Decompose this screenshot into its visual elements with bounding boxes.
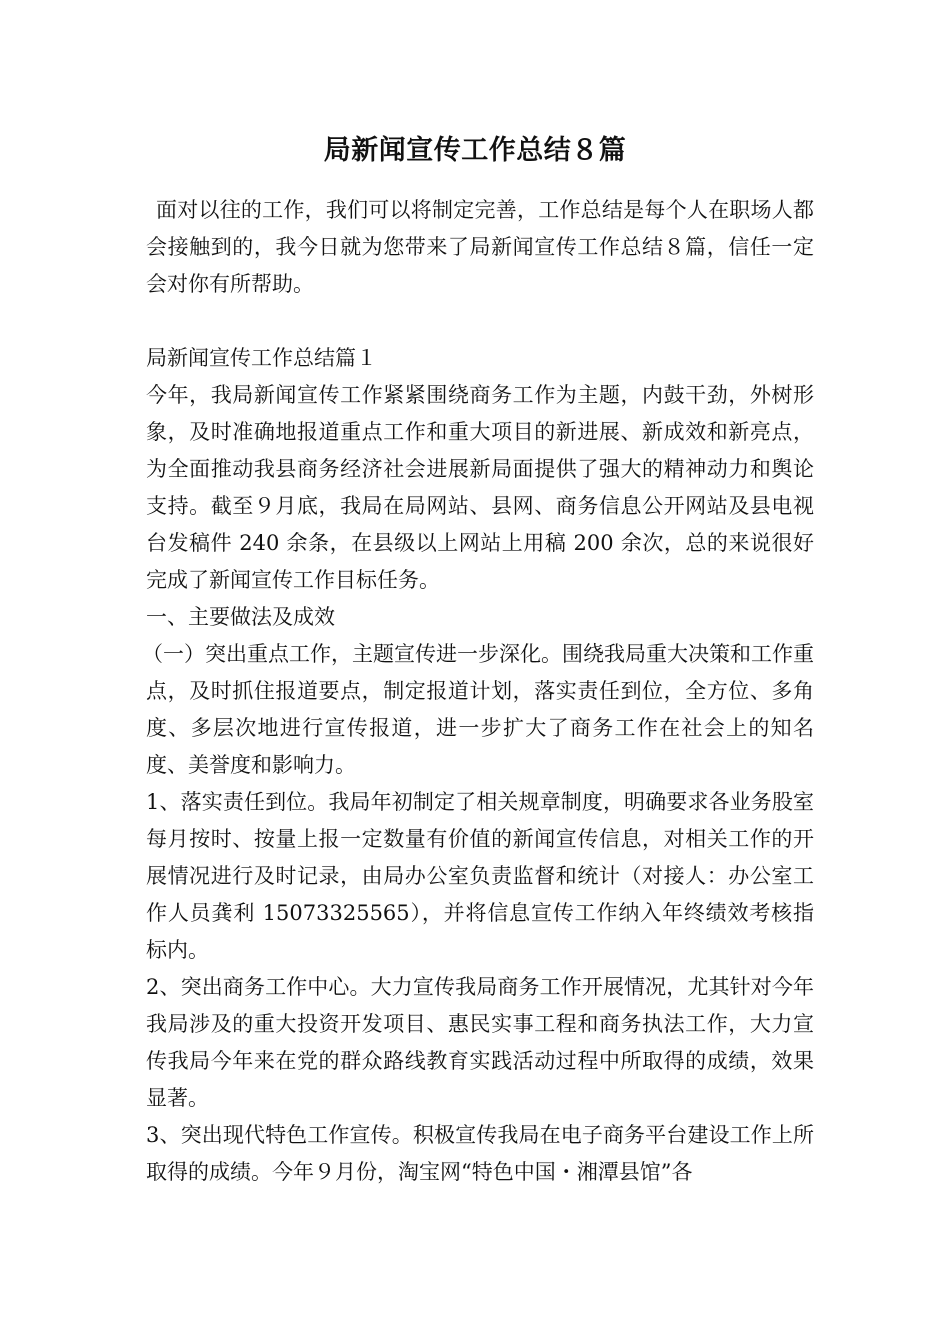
section-heading: 局新闻宣传工作总结篇１ bbox=[146, 346, 377, 370]
paragraph-summary: 今年，我局新闻宣传工作紧紧围绕商务工作为主题，内鼓干劲，外树形象，及时准确地报道重点工作和重大项目的新进展、新成效和新亮点，为全面推动我县商务经济社会进展新局面提供了强大的精神动力和舆论支持。截至９月底，我局在局网站、县网、商务信息公开网站及县电视台发稿件 240 余条，在县级以上网站上用稿 200 余次，总的来说很好完成了新闻宣传工作目标任务。 bbox=[146, 383, 814, 592]
paragraph-item-3: 3、突出现代特色工作宣传。积极宣传我局在电子商务平台建设工作上所取得的成绩。今年９月份，淘宝网“特色中国・湘潭县馆”各 bbox=[146, 1123, 814, 1184]
document-body bbox=[142, 192, 814, 1191]
document-title: 局新闻宣传工作总结８篇 bbox=[323, 135, 627, 166]
paragraph-item-1: 1、落实责任到位。我局年初制定了相关规章制度，明确要求各业务股室每月按时、按量上报一定数量有价值的新闻宣传信息，对相关工作的开展情况进行及时记录，由局办公室负责监督和统计（对接人：办公室工作人员龚利 15073325565），并将信息宣传工作纳入年终绩效考核指标内。 bbox=[146, 790, 814, 962]
intro-paragraph: 面对以往的工作，我们可以将制定完善，工作总结是每个人在职场人都会接触到的，我今日就为您带来了局新闻宣传工作总结８篇，信任一定会对你有所帮助。 bbox=[146, 198, 814, 296]
paragraph-key-work: （一）突出重点工作，主题宣传进一步深化。围绕我局重大决策和工作重点，及时抓住报道要点，制定报道计划，落实责任到位，全方位、多角度、多层次地进行宣传报道，进一步扩大了商务工作在社会上的知名度、美誉度和影响力。 bbox=[142, 642, 814, 777]
heading-main-practices: 一、主要做法及成效 bbox=[146, 605, 335, 629]
paragraph-item-2: 2、突出商务工作中心。大力宣传我局商务工作开展情况，尤其针对今年我局涉及的重大投资开发项目、惠民实事工程和商务执法工作，大力宣传我局今年来在党的群众路线教育实践活动过程中所取得的成绩，效果显著。 bbox=[146, 975, 814, 1110]
